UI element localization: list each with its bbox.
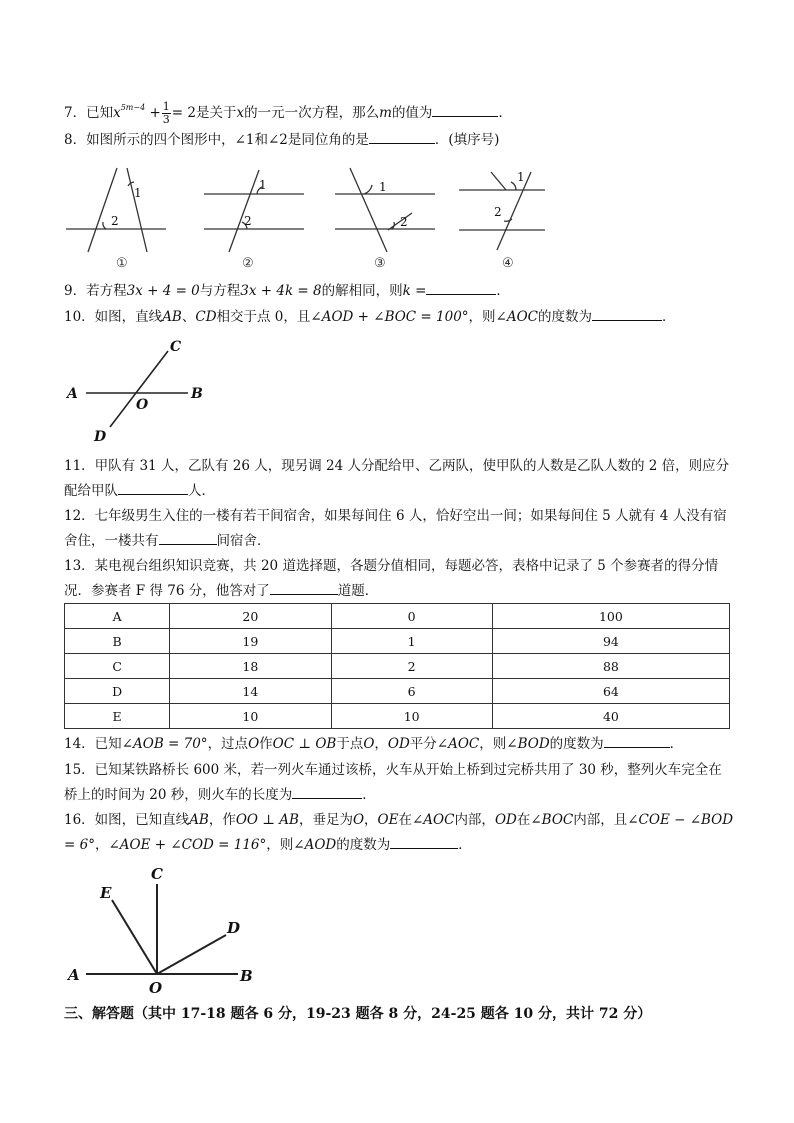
table-row: A 20 0 100 [65, 604, 730, 629]
answer-blank[interactable] [390, 834, 458, 849]
figure-label-4: ④ [502, 256, 514, 271]
point-label-c: C [151, 865, 163, 883]
question-11: 11．甲队有 31 人，乙队有 26 人，现另调 24 人分配给甲、乙两队，使甲队的人数是乙队人数的 2 倍，则应分配给甲队 人． [64, 458, 730, 499]
angle-label-1: 1 [517, 170, 525, 184]
fraction: $\frac{1}{3}$ [162, 100, 170, 126]
angle-label-2: 2 [494, 205, 502, 219]
angle-label-1: 1 [379, 180, 387, 194]
point-label-d: D [227, 919, 241, 937]
answer-blank[interactable] [270, 580, 338, 595]
question-7: 7．已知$x^{5m-4}$ + $\frac{1}{3}$ = 2是关于x的一元一次方程，那么m的值为 ． [64, 100, 512, 126]
answer-blank[interactable] [592, 306, 662, 321]
figure-q8 [0, 160, 794, 280]
answer-blank[interactable] [604, 733, 670, 748]
table-row: B 19 1 94 [65, 629, 730, 654]
figure-q10 [60, 335, 240, 450]
angle-label-2: 2 [244, 214, 252, 228]
answer-blank[interactable] [432, 102, 498, 117]
point-label-b: B [240, 967, 253, 985]
table-row: C 18 2 88 [65, 654, 730, 679]
question-15: 15．已知某铁路桥长 600 米，若一列火车通过该桥，火车从开始上桥到过完桥共用了 30 秒，整列火车完全在桥上的时间为 20 秒，则火车的长度为 ． [64, 762, 722, 803]
angle-label-2: 2 [400, 215, 408, 229]
figure-label-3: ③ [374, 256, 386, 271]
point-label-a: A [68, 966, 80, 984]
answer-blank[interactable] [292, 784, 362, 799]
question-8: 8．如图所示的四个图形中，∠1和∠2是同位角的是 ．(填序号) [64, 128, 734, 153]
point-label-e: E [100, 884, 112, 902]
point-label-b: B [191, 386, 203, 402]
angle-label-1: 1 [134, 186, 142, 200]
answer-blank[interactable] [118, 480, 188, 495]
angle-label-1: 1 [259, 178, 267, 192]
question-16: 16．如图，已知直线AB，作OO ⊥ AB，垂足为O，OE在∠AOC内部，OD在∠BOC内部，且∠COE − ∠BOD = 6°，∠AOE + ∠COD = 116°，则∠AOD的度数为 ． [64, 812, 734, 853]
answer-blank[interactable] [159, 530, 217, 545]
answer-blank[interactable] [426, 280, 496, 295]
point-label-o: O [136, 397, 149, 413]
question-14: 14．已知∠AOB = 70°，过点O作OC ⊥ OB于点O，OD平分∠AOC，则∠BOD的度数为 ． [64, 732, 734, 757]
question-10: 10．如图，直线AB、CD相交于点 0，且∠AOD + ∠BOC = 100°，则∠AOC的度数为 ． [64, 305, 734, 330]
score-table [64, 603, 730, 729]
angle-label-2: 2 [111, 214, 119, 228]
point-label-c: C [170, 339, 182, 355]
point-label-a: A [67, 386, 78, 402]
table-row: E 10 10 40 [65, 704, 730, 729]
question-13: 13．某电视台组织知识竞赛，共 20 道选择题，各题分值相同，每题必答，表格中记录了 5 个参赛者的得分情况．参赛者 F 得 76 分，他答对了 道题． [64, 558, 719, 599]
figure-label-2: ② [242, 256, 254, 271]
figure-label-1: ① [116, 256, 128, 271]
section-heading: 三、解答题（其中 17-18 题各 6 分，19-23 题各 8 分，24-25 题各 10 分，共计 72 分） [64, 1006, 652, 1022]
question-12: 12．七年级男生入住的一楼有若干间宿舍，如果每间住 6 人，恰好空出一间；如果每间住 5 人就有 4 人没有宿舍住，一楼共有 间宿舍． [64, 508, 727, 549]
figure-q16 [60, 860, 260, 995]
question-9: 9．若方程3x + 4 = 0与方程3x + 4k = 8的解相同，则k = ． [64, 279, 734, 304]
point-label-o: O [149, 979, 163, 995]
answer-blank[interactable] [369, 129, 435, 144]
point-label-d: D [94, 429, 107, 445]
table-row: D 14 6 64 [65, 679, 730, 704]
